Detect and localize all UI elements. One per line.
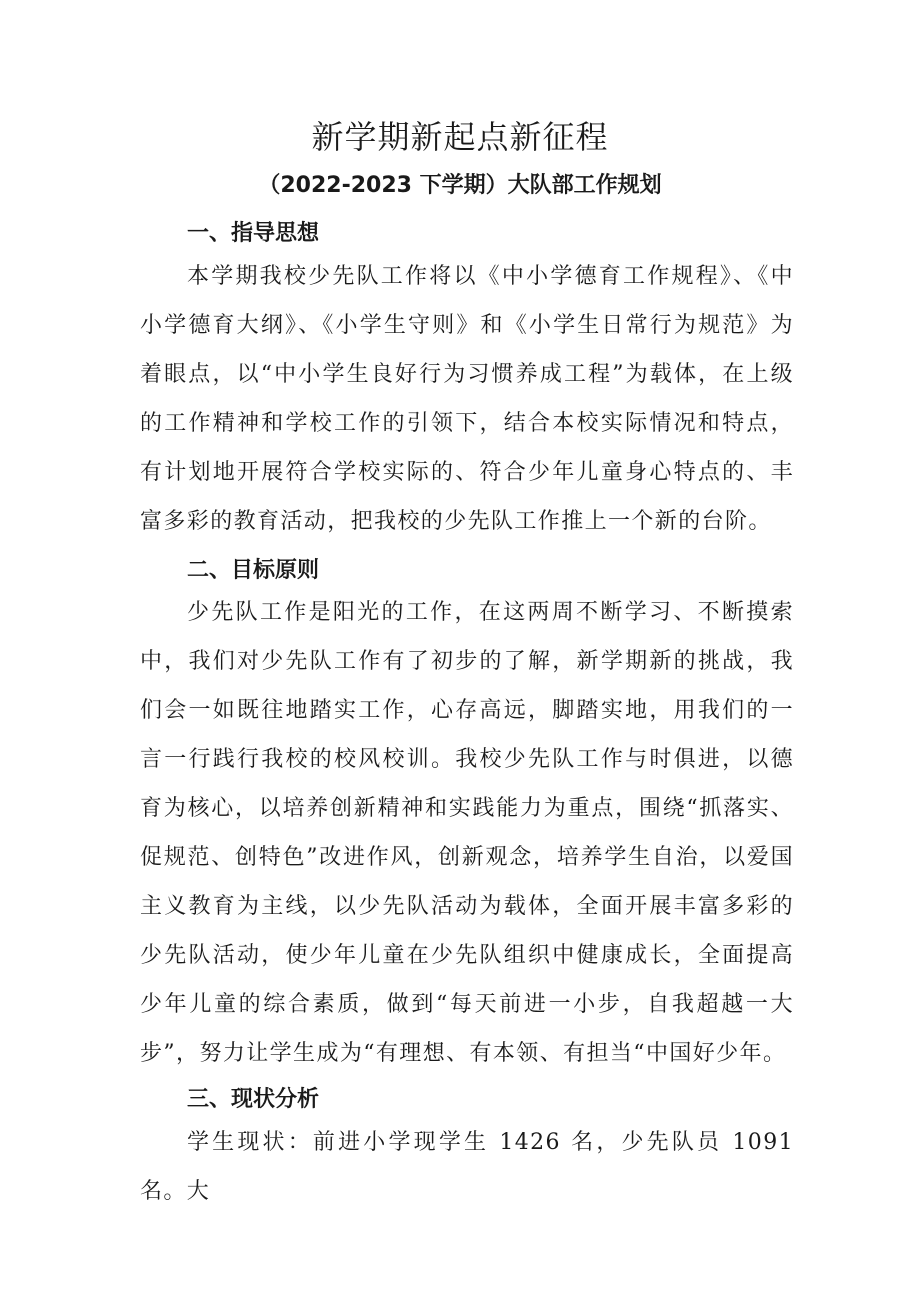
section-body-objectives: 少先队工作是阳光的工作，在这两周不断学习、不断摸索中，我们对少先队工作有了初步的了解，新学期新的挑战，我们会一如既往地踏实工作，心存高远，脚踏实地，用我们的一言一行践行我校的校风校训。我校少先队工作与时俱进，以德育为核心，以培养创新精神和实践能力为重点，围绕“抓落实、促规范、创特色”改进作风，创新观念，培养学生自治，以爱国主义教育为主线，以少先队活动为载体，全面开展丰富多彩的少先队活动，使少年儿童在少先队组织中健康成长，全面提高少年儿童的综合素质，做到“每天前进一小步，自我超越一大步”，努力让学生成为“有理想、有本领、有担当“中国好少年。 [140, 600, 794, 1066]
section-heading-guiding-ideology: 一、指导思想 [187, 221, 320, 246]
section-heading-objectives: 二、目标原则 [187, 558, 320, 583]
section-body-status-analysis: 学生现状：前进小学现学生 1426 名，少先队员 1091 名。大 [140, 1130, 794, 1204]
page-title: 新学期新起点新征程 [311, 118, 609, 156]
page-subtitle: （2022-2023 下学期）大队部工作规划 [258, 173, 662, 198]
section-body-guiding-ideology: 本学期我校少先队工作将以《中小学德育工作规程》、《中小学德育大纲》、《小学生守则》和《小学生日常行为规范》为着眼点，以“中小学生良好行为习惯养成工程”为载体，在上级的工作精神和学校工作的引领下，结合本校实际情况和特点，有计划地开展符合学校实际的、符合少年儿童身心特点的、丰富多彩的教育活动，把我校的少先队工作推上一个新的台阶。 [140, 264, 794, 534]
section-heading-status-analysis: 三、现状分析 [187, 1087, 320, 1112]
